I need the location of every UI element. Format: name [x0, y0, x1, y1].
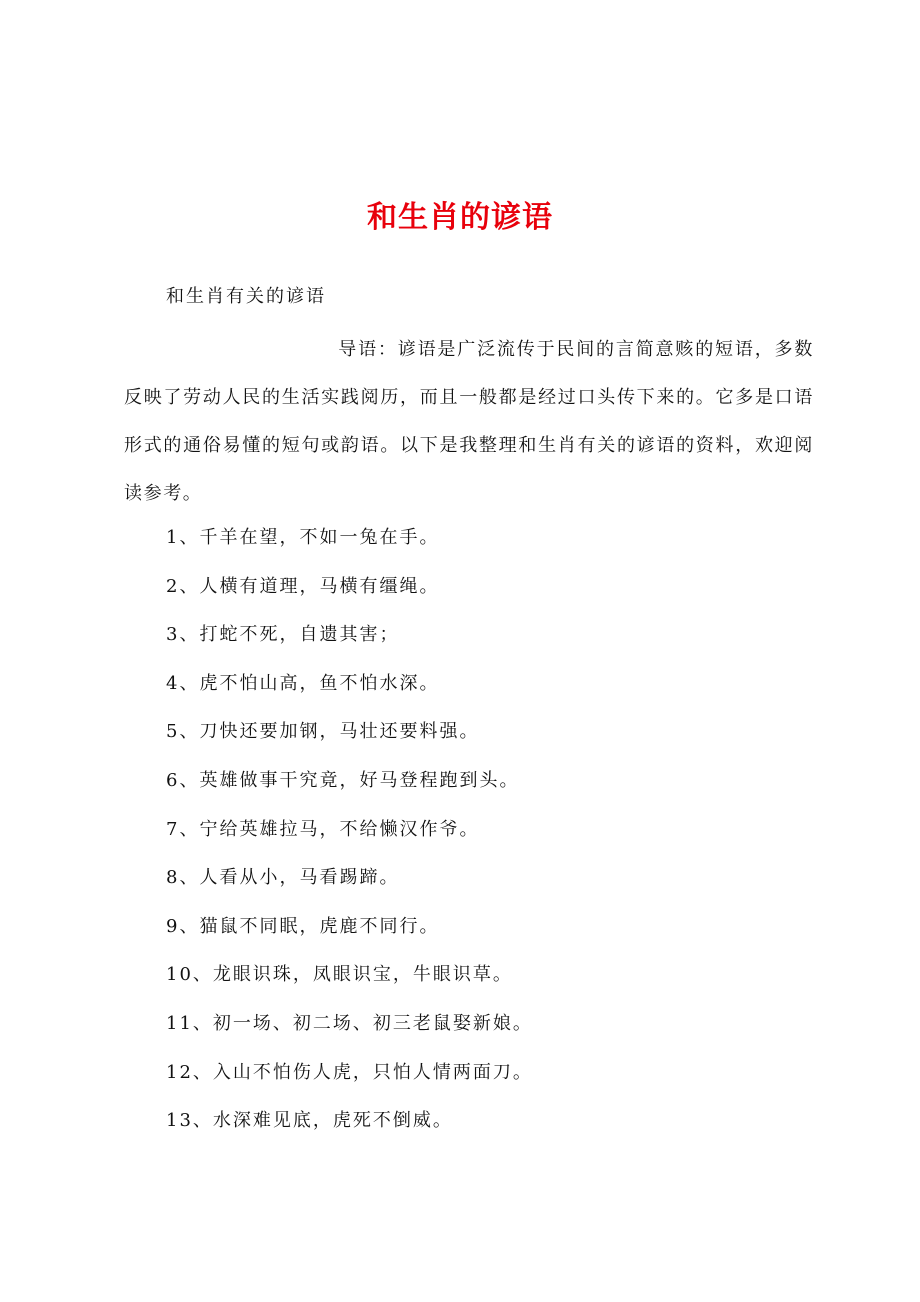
proverb-item: 3、打蛇不死，自遗其害； [166, 624, 400, 646]
proverb-item: 7、宁给英雄拉马，不给懒汉作爷。 [166, 818, 480, 840]
proverb-item: 11、初一场、初二场、初三老鼠娶新娘。 [166, 1012, 533, 1034]
proverb-item: 4、虎不怕山高，鱼不怕水深。 [166, 672, 440, 694]
proverb-item: 10、龙眼识珠，凤眼识宝，牛眼识草。 [166, 964, 513, 986]
document-title: 和生肖的谚语 [367, 200, 553, 235]
proverb-list [166, 514, 533, 1146]
document-subtitle: 和生肖有关的谚语 [166, 286, 326, 307]
intro-text: 导语：谚语是广泛流传于民间的言简意赅的短语，多数反映了劳动人民的生活实践阅历，而且一般都是经过口头传下来的。它多是口语形式的通俗易懂的短句或韵语。以下是我整理和生肖有关的谚语的资料，欢迎阅读参考。 [124, 339, 814, 504]
proverb-item: 8、人看从小，马看踢蹄。 [166, 867, 400, 889]
proverb-item: 13、水深难见底，虎死不倒威。 [166, 1110, 453, 1132]
proverb-item: 6、英雄做事干究竟，好马登程跑到头。 [166, 769, 520, 791]
proverb-item: 2、人横有道理，马横有缰绳。 [166, 575, 440, 597]
intro-paragraph [124, 326, 814, 518]
proverb-item: 5、刀快还要加钢，马壮还要料强。 [166, 721, 480, 743]
proverb-item: 9、猫鼠不同眠，虎鹿不同行。 [166, 915, 440, 937]
proverb-item: 12、入山不怕伤人虎，只怕人情两面刀。 [166, 1061, 533, 1083]
proverb-item: 1、千羊在望，不如一兔在手。 [166, 527, 440, 548]
